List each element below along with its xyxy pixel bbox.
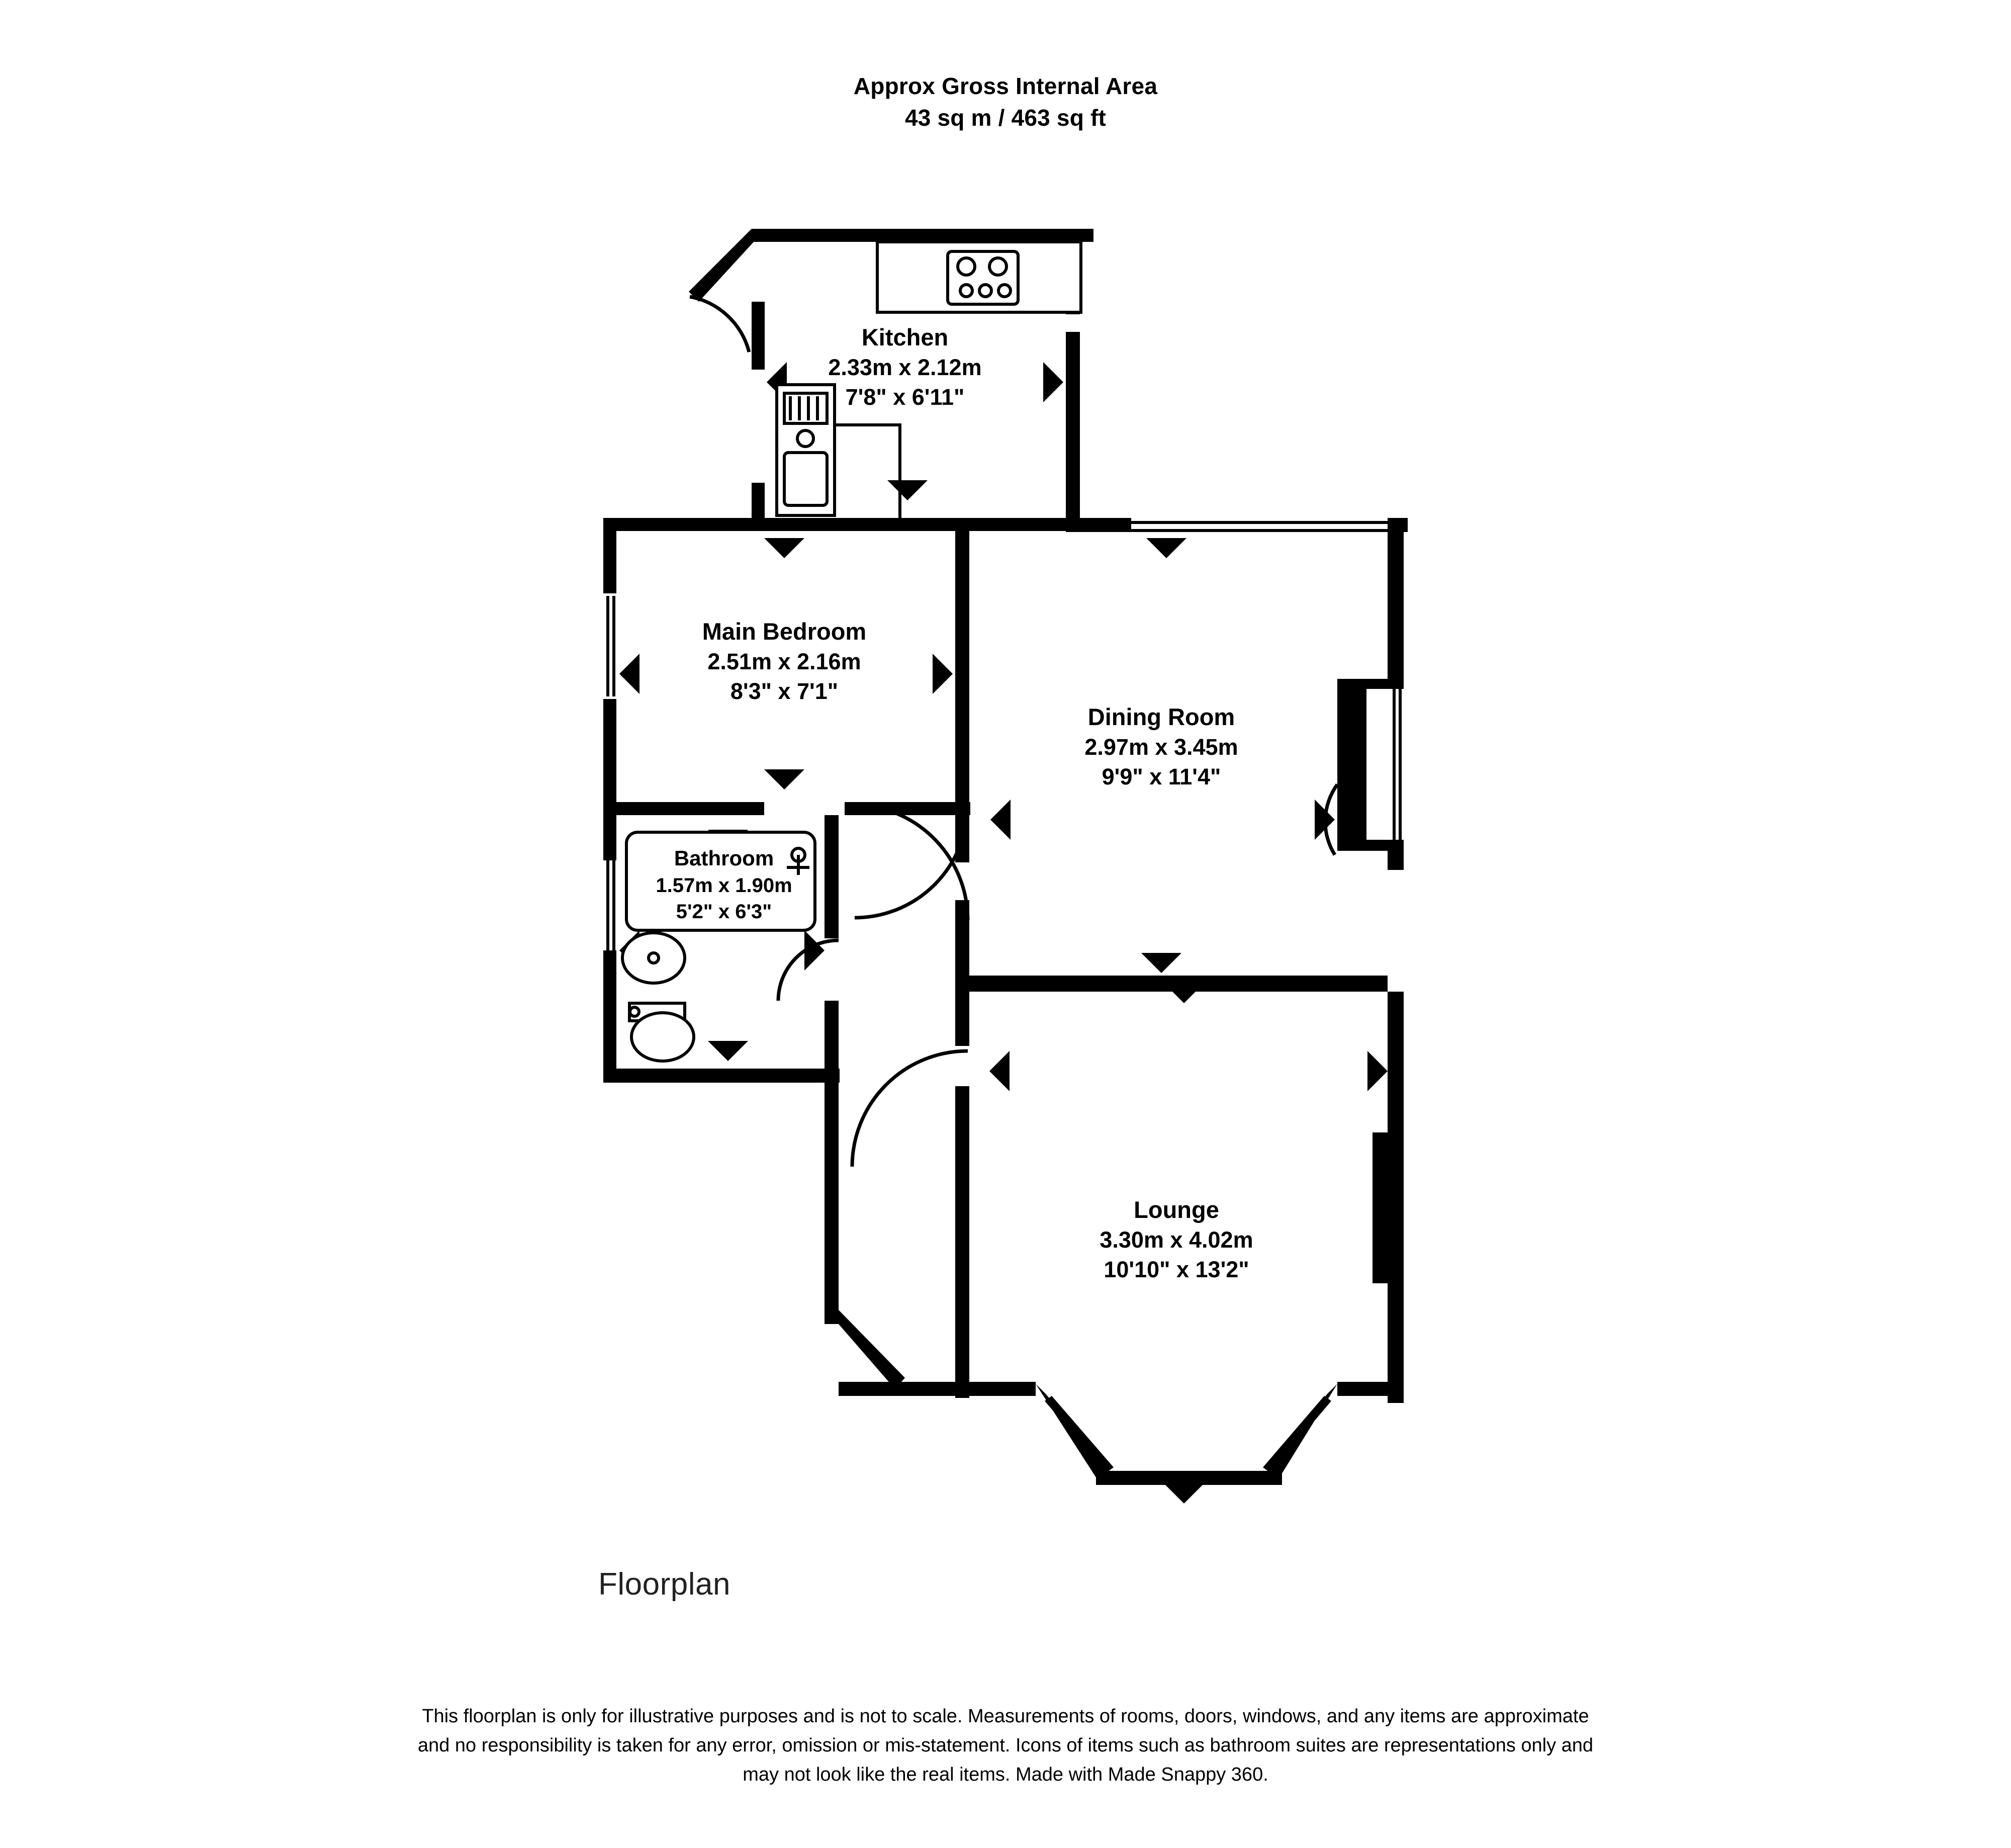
wall-hall-outer-left	[825, 1083, 839, 1324]
arrow-dining-down	[1141, 953, 1181, 973]
wall-bedroom-bottom-left	[603, 802, 764, 815]
window-dining-right-a	[1393, 689, 1396, 840]
window-bathroom-left-a	[606, 860, 609, 951]
area-title: Approx Gross Internal Area	[853, 73, 1158, 99]
window-bathroom-left-b	[612, 860, 615, 951]
room-label-main-bedroom	[618, 616, 950, 707]
wall-bedroom-top-left	[603, 518, 769, 531]
arrow-lounge-down	[1164, 1483, 1204, 1504]
main-bedroom-name: Main Bedroom	[702, 618, 867, 645]
window-bay-bottom-line	[1106, 1476, 1272, 1480]
disclaimer	[0, 1702, 2011, 1789]
arrow-kitchen-down	[887, 480, 928, 500]
window-dining-top-outer	[1129, 521, 1390, 524]
wall-bedroom-left-upper	[603, 518, 616, 593]
kitchen-dim-imperial: 7'8" x 6'11"	[845, 384, 965, 410]
disclaimer-line-3: may not look like the real items. Made with Made Snappy 360.	[743, 1764, 1268, 1785]
wall-bathroom-right-upper	[825, 815, 839, 938]
bathroom-dim-metric: 1.57m x 1.90m	[656, 874, 792, 897]
wall-hall-right-lower	[955, 1086, 969, 1398]
arrow-dining-left	[990, 800, 1011, 840]
disclaimer-line-1: This floorplan is only for illustrative purposes and is not to scale. Measurements of rooms, doors, windows, and any items are approximate	[422, 1706, 1589, 1727]
wall-kitchen-left-lower	[752, 483, 765, 520]
wall-lounge-bay-left	[964, 1382, 1036, 1396]
wall-bedroom-top	[877, 518, 958, 531]
arrow-bathroom-right	[804, 930, 825, 971]
disclaimer-line-2: and no responsibility is taken for any error, omission or mis-statement. Icons of items such as bathroom suites are representations only and	[417, 1734, 1594, 1756]
wall-hall-right-mid	[955, 900, 969, 1046]
wall-dining-top-left	[1066, 518, 1131, 532]
sink-basin-bathroom-icon	[622, 933, 685, 983]
dining-room-dim-metric: 2.97m x 3.45m	[1084, 734, 1238, 760]
wall-dining-right	[1388, 518, 1404, 679]
bathroom-name: Bathroom	[674, 846, 774, 870]
arrow-dining-up	[1146, 538, 1186, 558]
arrow-lounge-right	[1367, 1051, 1388, 1091]
window-bedroom-left-a	[606, 596, 609, 696]
lounge-name: Lounge	[1134, 1196, 1219, 1223]
arrow-bedroom-up	[764, 538, 804, 558]
wall-kitchen-chamfer	[689, 229, 766, 302]
wall-lounge-bay-right	[1337, 1382, 1404, 1396]
door-kitchen-entry	[690, 297, 749, 352]
main-bedroom-dim-metric: 2.51m x 2.16m	[707, 649, 861, 675]
area-value: 43 sq m / 463 sq ft	[904, 105, 1107, 131]
window-dining-right-b	[1399, 689, 1402, 840]
wall-bedroom-right	[955, 533, 969, 807]
bathroom-dim-imperial: 5'2" x 6'3"	[676, 901, 772, 923]
floorplan-title: Floorplan	[598, 1567, 730, 1602]
wall-hall-bottom	[839, 1382, 964, 1396]
window-bay-left-line	[1045, 1396, 1114, 1473]
window-bay-right-line	[1263, 1396, 1331, 1473]
window-lounge-right-b	[1399, 1136, 1402, 1277]
wall-bedroom-left-lower	[603, 699, 616, 815]
room-label-lounge	[1021, 1194, 1332, 1285]
window-lounge-right-a	[1393, 1136, 1396, 1277]
wall-dining-right-lower	[1388, 840, 1404, 870]
wall-hall-chamfer-lower	[839, 1310, 905, 1389]
room-label-dining-room	[1003, 701, 1320, 792]
kitchen-name: Kitchen	[861, 324, 949, 350]
window-bedroom-left-b	[612, 596, 615, 696]
main-bedroom-dim-imperial: 8'3" x 7'1"	[730, 678, 839, 705]
arrow-lounge-left	[989, 1051, 1010, 1091]
dining-room-name: Dining Room	[1087, 703, 1235, 730]
arrow-bedroom-down	[764, 769, 804, 789]
room-label-kitchen	[749, 322, 1061, 412]
kitchen-dim-metric: 2.33m x 2.12m	[828, 355, 982, 381]
wall-bathroom-left-upper	[603, 815, 616, 860]
wall-kitchen-right-lower	[1066, 332, 1080, 528]
door-lounge	[852, 1051, 968, 1167]
lounge-dim-imperial: 10'10" x 13'2"	[1104, 1257, 1249, 1283]
room-label-bathroom	[628, 845, 819, 925]
wall-bathroom-bottom	[603, 1069, 840, 1083]
lounge-dim-metric: 3.30m x 4.02m	[1100, 1227, 1253, 1253]
sink-basin-icon	[784, 453, 827, 505]
toilet-bowl-icon	[631, 1013, 694, 1061]
wall-kitchen-top	[752, 229, 1093, 242]
arrow-lounge-up	[1164, 983, 1204, 1003]
wall-dining-right-recess	[1337, 679, 1366, 850]
arrow-bathroom-down	[708, 1041, 748, 1061]
wall-lounge-right-upper	[1388, 992, 1404, 1132]
dining-room-dim-imperial: 9'9" x 11'4"	[1102, 764, 1221, 790]
wall-bathroom-left-lower	[603, 950, 616, 1081]
wall-kitchen-bottom-left	[752, 518, 877, 531]
window-dining-top-inner	[1129, 529, 1390, 532]
kitchen-counter-edge	[835, 425, 900, 518]
